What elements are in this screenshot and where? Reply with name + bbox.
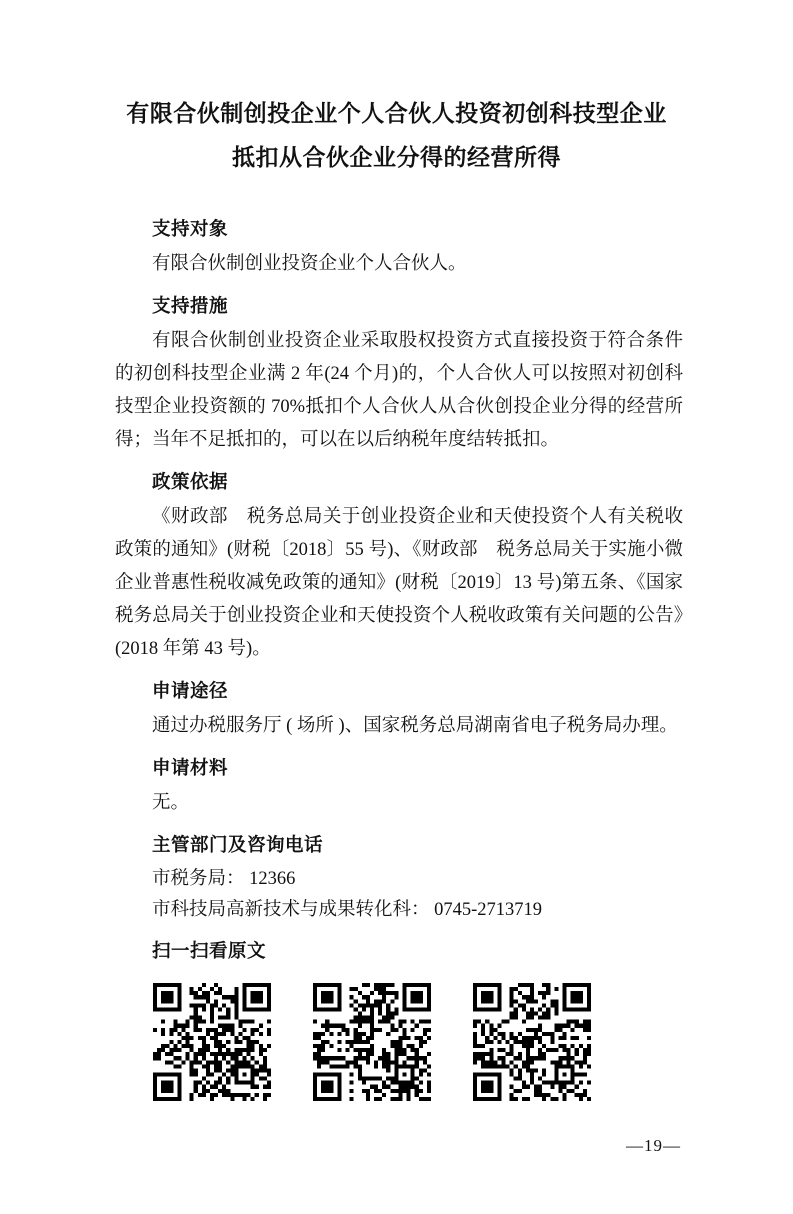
- qr-code-1[interactable]: [153, 983, 271, 1101]
- section-heading-scan-original: 扫一扫看原文: [152, 942, 267, 962]
- section-heading-authority-contact: 主管部门及咨询电话: [152, 836, 324, 856]
- section-heading-support-measures: 支持措施: [152, 297, 229, 317]
- page-title: [0, 92, 793, 180]
- section-heading-support-target: 支持对象: [152, 220, 229, 240]
- document-body: [115, 214, 683, 1101]
- qr-code-3[interactable]: [473, 983, 591, 1101]
- document-page: [0, 92, 793, 1214]
- section-heading-policy-basis: 政策依据: [152, 473, 229, 493]
- contact-tax-bureau: 市税务局： 12366: [152, 869, 296, 889]
- page-number: —19—: [626, 1136, 681, 1155]
- page-title-line-2: 抵扣从合伙企业分得的经营所得: [232, 145, 561, 170]
- section-text-application-channel: 通过办税服务厅 ( 场所 )、国家税务总局湖南省电子税务局办理。: [152, 716, 678, 736]
- contact-science-tech-bureau: 市科技局高新技术与成果转化科： 0745-2713719: [152, 900, 543, 920]
- section-text-support-measures: 有限合伙制创业投资企业采取股权投资方式直接投资于符合条件的初创科技型企业满 2 年(24 个月)的，个人合伙人可以按照对初创科技型企业投资额的 70%抵扣个人合伙人从合伙创投企业分得的经营所得；当年不足抵扣的，可以在以后纳税年度结转抵扣。: [115, 331, 683, 450]
- section-text-support-target: 有限合伙制创业投资企业个人合伙人。: [152, 254, 467, 274]
- section-heading-application-channel: 申请途径: [152, 682, 229, 702]
- qr-code-2[interactable]: [313, 983, 431, 1101]
- section-text-policy-basis: 《财政部 税务总局关于创业投资企业和天使投资个人有关税收政策的通知》(财税〔2018〕55 号)、《财政部 税务总局关于实施小微企业普惠性税收减免政策的通知》(财税〔2019〕13 号)第五条、《国家税务总局关于创业投资企业和天使投资个人税收政策有关问题的公告》(2018 年第 43 号)。: [115, 507, 683, 659]
- page-title-line-1: 有限合伙制创投企业个人合伙人投资初创科技型企业: [126, 101, 667, 126]
- section-text-application-materials: 无。: [152, 793, 190, 813]
- section-heading-application-materials: 申请材料: [152, 759, 229, 779]
- qr-code-row: [153, 983, 683, 1101]
